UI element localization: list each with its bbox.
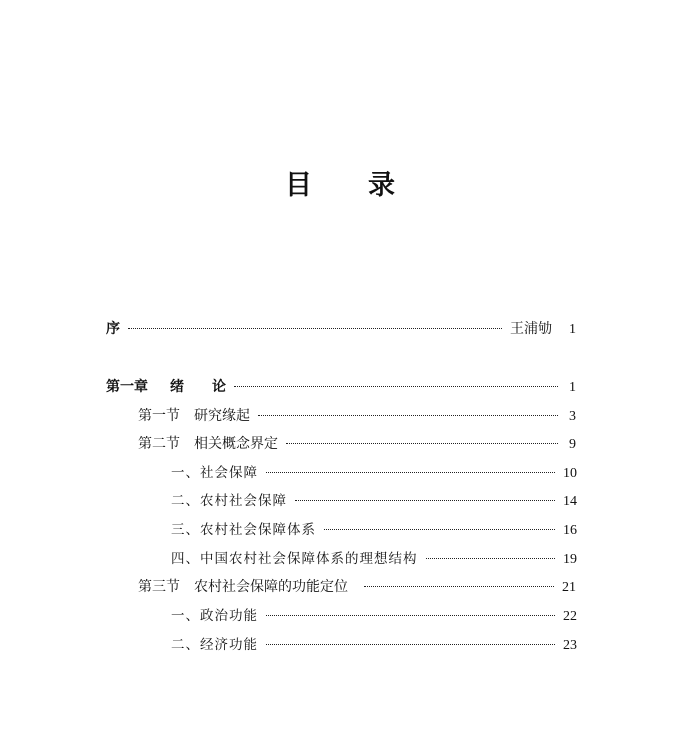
toc-subsection-label: 一、政治功能: [171, 608, 258, 624]
toc-author: 王浦劬: [510, 321, 552, 337]
toc-page-number: 19: [563, 552, 577, 567]
toc-page-number: 1: [569, 380, 576, 395]
leader-dots: [295, 499, 555, 501]
toc-entry-subsection[interactable]: [171, 520, 577, 540]
leader-dots: [266, 614, 555, 616]
toc-entry-subsection[interactable]: [171, 635, 577, 655]
leader-dots: [234, 385, 558, 387]
toc-page-number: 16: [563, 523, 577, 538]
toc-page-number: 3: [569, 409, 576, 424]
toc-page-number: 21: [562, 580, 576, 595]
toc-chapter-title: 绪 论: [170, 379, 226, 395]
toc-entry-subsection[interactable]: [171, 463, 577, 483]
toc-subsection-label: 三、农村社会保障体系: [171, 522, 316, 538]
leader-dots: [128, 327, 502, 329]
toc-section-label: 第三节: [138, 579, 180, 595]
toc-page-number: 9: [569, 437, 576, 452]
toc-subsection-label: 四、中国农村社会保障体系的理想结构: [171, 551, 418, 567]
toc-page-number: 23: [563, 638, 577, 653]
toc-subsection-label: 一、社会保障: [171, 465, 258, 481]
toc-entry-preface[interactable]: [106, 319, 576, 339]
leader-dots: [286, 442, 558, 444]
leader-dots: [364, 585, 554, 587]
toc-entry-subsection[interactable]: [171, 491, 577, 511]
toc-section-label: 第二节: [138, 436, 180, 452]
toc-page-number: 14: [563, 494, 577, 509]
toc-entry-chapter-1[interactable]: [106, 377, 576, 397]
toc-subsection-label: 二、经济功能: [171, 637, 258, 653]
toc-entry-section[interactable]: [138, 406, 576, 426]
leader-dots: [324, 528, 555, 530]
toc-entry-subsection[interactable]: [171, 549, 577, 569]
toc-page-number: 1: [569, 322, 576, 337]
leader-dots: [426, 557, 556, 559]
toc-chapter-label: 第一章: [106, 379, 148, 395]
toc-subsection-label: 二、农村社会保障: [171, 493, 287, 509]
leader-dots: [258, 414, 558, 416]
toc-entry-section[interactable]: [138, 577, 576, 597]
toc-page-number: 10: [563, 466, 577, 481]
toc-section-title: 研究缘起: [194, 408, 250, 424]
leader-dots: [266, 471, 555, 473]
toc-section-title: 农村社会保障的功能定位: [194, 579, 348, 595]
toc-section-title: 相关概念界定: [194, 436, 278, 452]
toc-page-number: 22: [563, 609, 577, 624]
leader-dots: [266, 643, 555, 645]
toc-entry-subsection[interactable]: [171, 606, 577, 626]
toc-entry-section[interactable]: [138, 434, 576, 454]
title-char-2: 录: [368, 170, 395, 201]
toc-section-label: 第一节: [138, 408, 180, 424]
page-title: [0, 163, 680, 202]
title-char-1: 目: [285, 170, 312, 201]
toc-label: 序: [106, 321, 120, 337]
